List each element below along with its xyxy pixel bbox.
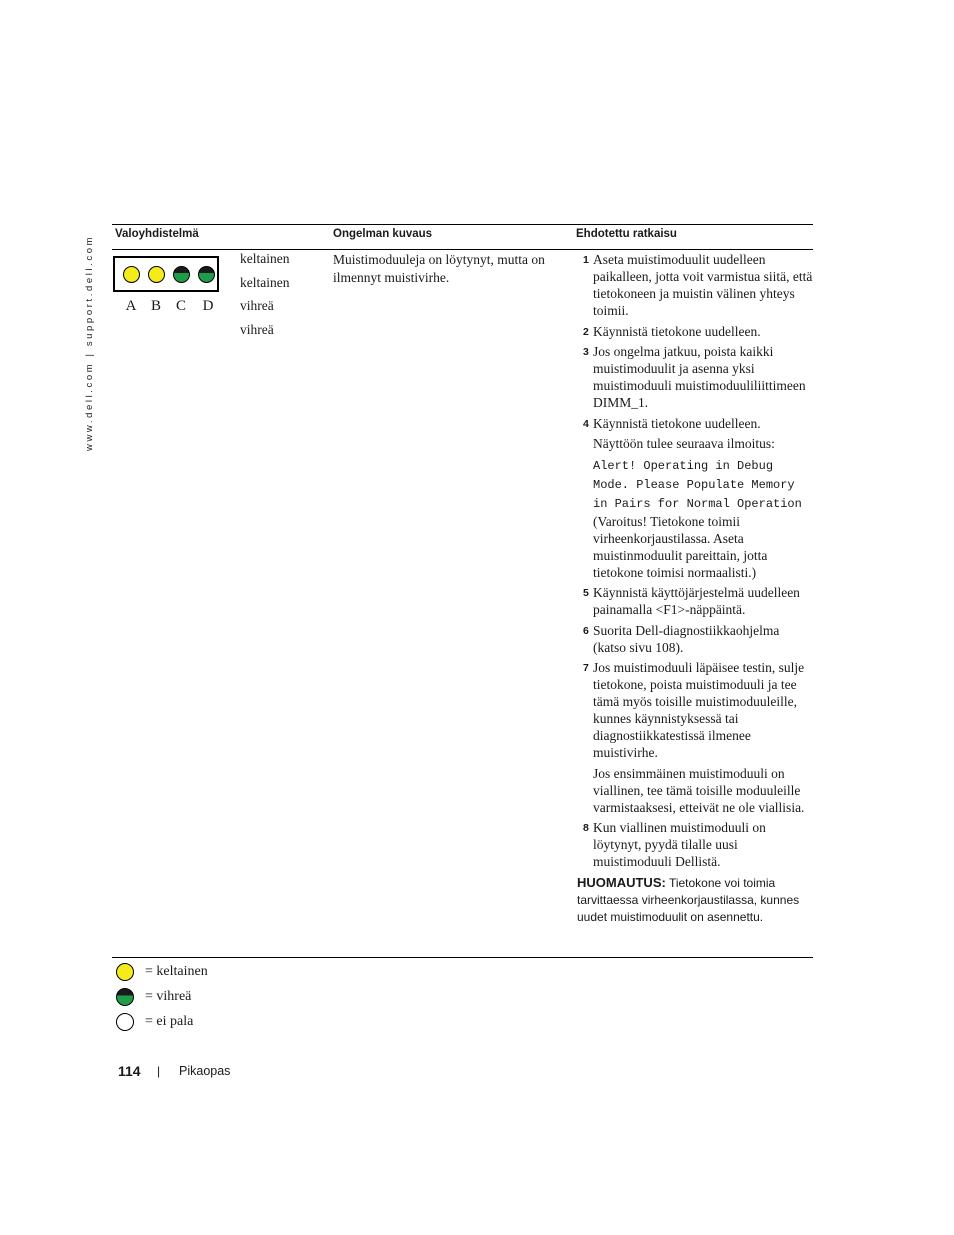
table-bottom-rule xyxy=(112,957,813,958)
header-suggested-solution: Ehdotettu ratkaisu xyxy=(576,228,677,240)
solution-step-8: 8 Kun viallinen muistimoduuli on löytynyt, pyydä tilalle uusi muistimoduuli Dellistä. xyxy=(583,820,766,869)
solution-step-3: 3 Jos ongelma jatkuu, poista kaikki muistimoduulit ja asenna yksi muistimoduuli muistimoduuliliittimeen DIMM_1. xyxy=(583,344,806,410)
legend-off-icon xyxy=(116,1013,134,1031)
step-7-followup: Jos ensimmäinen muistimoduuli on viallinen, tee tämä toisille moduuleille varmistaaksesi, etteivät ne ole viallisia. xyxy=(593,765,805,815)
led-color-word-a: keltainen xyxy=(240,251,290,266)
table-top-rule xyxy=(112,224,813,225)
solution-step-6: 6 Suorita Dell-diagnostiikkaohjelma (katso sivu 108). xyxy=(583,622,780,655)
step-4-alert-message xyxy=(577,456,813,581)
led-label-a: A xyxy=(125,298,137,314)
solution-step-7: 7 Jos muistimoduuli läpäisee testin, sulje tietokone, poista muistimoduuli ja tee tämä myös toisille muistimoduuleille, kunnes käynnistyksessä tai diagnostiikkatestissä ilmenee muistivirhe. xyxy=(583,660,805,760)
legend-yellow-icon xyxy=(116,963,134,981)
header-led-combination: Valoyhdistelmä xyxy=(115,228,199,240)
note-label: HUOMAUTUS: xyxy=(577,874,666,890)
problem-description: Muistimoduuleja on löytynyt, mutta on ilmennyt muistivirhe. xyxy=(333,252,545,285)
table-header-rule xyxy=(112,249,813,250)
note xyxy=(577,874,813,926)
led-a-yellow-icon xyxy=(123,266,140,283)
note-text: Tietokone voi toimia tarvittaessa virheenkorjaustilassa, kunnes uudet muistimoduulit on asennettu. xyxy=(577,875,800,924)
diagnostic-led-panel xyxy=(113,256,219,292)
led-label-d: D xyxy=(202,298,214,314)
led-color-word-b: keltainen xyxy=(240,275,290,290)
led-label-c: C xyxy=(175,298,186,314)
led-c-green-icon xyxy=(173,266,190,283)
solution-step-2: 2 Käynnistä tietokone uudelleen. xyxy=(583,323,761,339)
header-problem-description: Ongelman kuvaus xyxy=(333,228,433,240)
led-color-word-c: vihreä xyxy=(240,298,274,313)
step-4-message-intro: Näyttöön tulee seuraava ilmoitus: xyxy=(593,436,775,451)
footer-title: Pikaopas xyxy=(179,1064,231,1078)
solution-step-4: 4 Käynnistä tietokone uudelleen. xyxy=(583,415,761,431)
side-url: www.dell.com | support.dell.com xyxy=(84,234,95,452)
solution-step-5: 5 Käynnistä käyttöjärjestelmä uudelleen painamalla <F1>-näppäintä. xyxy=(583,585,800,617)
footer-separator: | xyxy=(157,1064,161,1078)
led-label-b: B xyxy=(150,298,161,314)
led-b-yellow-icon xyxy=(148,266,165,283)
solution-steps xyxy=(577,251,813,926)
legend-green-icon xyxy=(116,988,134,1006)
alert-translation: (Varoitus! Tietokone toimii virheenkorjaustilassa. Aseta muistinmoduulit pareittain, jotta tietokone toimisi normaalisti.) xyxy=(593,513,768,580)
alert-code-text: Alert! Operating in Debug Mode. Please Populate Memory in Pairs for Normal Operation xyxy=(593,458,802,511)
led-d-green-icon xyxy=(198,266,215,283)
led-color-word-d: vihreä xyxy=(240,322,274,337)
solution-step-1: 1 Aseta muistimoduulit uudelleen paikalleen, jotta voit varmistua siitä, että tietokoneen ja muistin välinen yhteys toimii. xyxy=(583,252,813,318)
page-number: 114 xyxy=(118,1063,141,1079)
